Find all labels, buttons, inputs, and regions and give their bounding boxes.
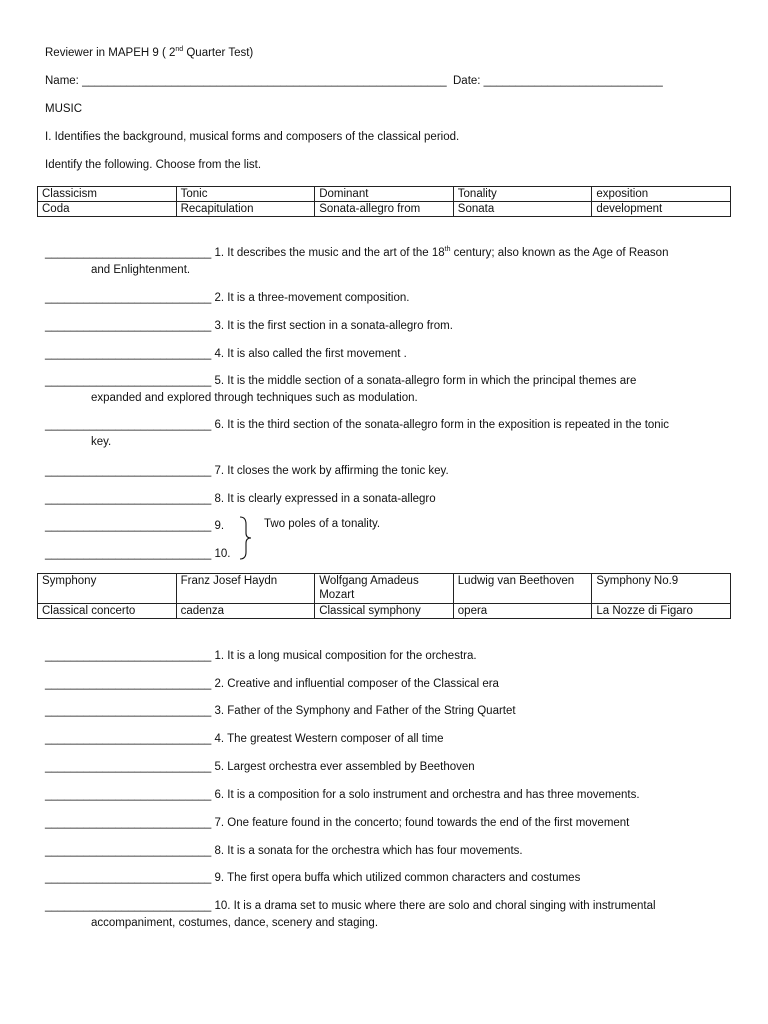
answer-blank[interactable]: __________________________ — [45, 419, 212, 431]
table-cell: Classical symphony — [315, 604, 454, 619]
table-cell: opera — [453, 604, 592, 619]
word-list-table-2 — [37, 573, 731, 619]
answer-blank[interactable]: __________________________ — [45, 678, 212, 690]
answer-blank[interactable]: __________________________ — [45, 465, 212, 477]
table-cell: Dominant — [315, 187, 454, 202]
question-item: __________________________ 1. It describes the music and the art of the 18th century; also known as the Age of Reason and Enlightenment. — [45, 246, 669, 276]
question-item: __________________________ 6. It is a composition for a solo instrument and orchestra and has three movements. — [45, 789, 640, 801]
table-cell: Classicism — [38, 187, 177, 202]
question-item: __________________________ 2. Creative and influential composer of the Classical era — [45, 678, 499, 690]
table-cell: Coda — [38, 202, 177, 217]
table-cell: Tonality — [453, 187, 592, 202]
answer-blank[interactable]: __________________________ — [45, 845, 212, 857]
question-item: __________________________ 5. It is the middle section of a sonata-allegro form in which the principal themes are expanded and explored through techniques such as modulation. — [45, 375, 637, 404]
subject-heading: MUSIC — [45, 103, 83, 115]
table-cell: cadenza — [176, 604, 315, 619]
answer-blank[interactable]: __________________________ — [45, 789, 212, 801]
answer-blank[interactable]: __________________________ — [45, 247, 212, 259]
table-cell: Sonata-allegro from — [315, 202, 454, 217]
question-item: __________________________ 7. One feature found in the concerto; found towards the end of the first movement — [45, 817, 630, 829]
answer-blank[interactable]: __________________________ — [45, 817, 212, 829]
answer-blank[interactable]: __________________________ — [45, 733, 212, 745]
question-item: __________________________ 3. It is the first section in a sonata-allegro from. — [45, 320, 453, 332]
answer-blank[interactable]: __________________________ — [45, 705, 212, 717]
table-cell: Tonic — [176, 187, 315, 202]
table-cell: Ludwig van Beethoven — [453, 574, 592, 604]
table-cell: development — [592, 202, 731, 217]
document-title: Reviewer in MAPEH 9 ( 2nd Quarter Test) — [45, 46, 254, 59]
table-row — [38, 604, 731, 619]
table-cell: Classical concerto — [38, 604, 177, 619]
question-item: __________________________ 9. The first opera buffa which utilized common characters and costumes — [45, 872, 581, 884]
table-cell: Franz Josef Haydn — [176, 574, 315, 604]
question-item: __________________________ 4. The greatest Western composer of all time — [45, 733, 444, 745]
question-item: __________________________ 10. — [45, 548, 231, 560]
question-item: __________________________ 2. It is a three-movement composition. — [45, 292, 410, 304]
table-cell: Sonata — [453, 202, 592, 217]
table-cell: Symphony — [38, 574, 177, 604]
table-row — [38, 574, 731, 604]
name-field-line: Name: _________________________________________________________ — [45, 75, 447, 87]
table-cell: La Nozze di Figaro — [592, 604, 731, 619]
part1-heading: I. Identifies the background, musical forms and composers of the classical period. — [45, 131, 460, 143]
date-field-line: Date: ____________________________ — [453, 75, 663, 87]
answer-blank[interactable]: __________________________ — [45, 320, 212, 332]
question-item: __________________________ 6. It is the third section of the sonata-allegro form in the exposition is repeated in the tonic key. — [45, 419, 670, 448]
answer-blank[interactable]: __________________________ — [45, 548, 212, 560]
word-list-table-1 — [37, 186, 731, 217]
question-item: __________________________ 4. It is also called the first movement . — [45, 348, 407, 360]
answer-blank[interactable]: __________________________ — [45, 520, 212, 532]
table-row — [38, 187, 731, 202]
question-item: __________________________ 1. It is a long musical composition for the orchestra. — [45, 650, 477, 662]
question-item: __________________________ 8. It is clearly expressed in a sonata-allegro — [45, 493, 436, 505]
table-row — [38, 202, 731, 217]
question-item: __________________________ 5. Largest orchestra ever assembled by Beethoven — [45, 761, 475, 773]
question-item: __________________________ 10. It is a drama set to music where there are solo and choral singing with instrumental accompaniment, costumes, dance, scenery and staging. — [45, 900, 656, 929]
answer-blank[interactable]: __________________________ — [45, 650, 212, 662]
curly-brace-icon — [238, 516, 252, 560]
question-item: __________________________ 3. Father of the Symphony and Father of the String Quartet — [45, 705, 516, 717]
table-cell: exposition — [592, 187, 731, 202]
table-cell: Wolfgang Amadeus Mozart — [315, 574, 454, 604]
answer-blank[interactable]: __________________________ — [45, 900, 212, 912]
answer-blank[interactable]: __________________________ — [45, 348, 212, 360]
answer-blank[interactable]: __________________________ — [45, 493, 212, 505]
questions-9-10-note: Two poles of a tonality. — [264, 518, 381, 530]
answer-blank[interactable]: __________________________ — [45, 292, 212, 304]
part1-instruction: Identify the following. Choose from the list. — [45, 159, 262, 171]
answer-blank[interactable]: __________________________ — [45, 375, 212, 387]
answer-blank[interactable]: __________________________ — [45, 761, 212, 773]
question-item: __________________________ 8. It is a sonata for the orchestra which has four movements. — [45, 845, 523, 857]
table-cell: Recapitulation — [176, 202, 315, 217]
question-item: __________________________ 7. It closes the work by affirming the tonic key. — [45, 465, 449, 477]
answer-blank[interactable]: __________________________ — [45, 872, 212, 884]
table-cell: Symphony No.9 — [592, 574, 731, 604]
question-item: __________________________ 9. — [45, 520, 225, 532]
